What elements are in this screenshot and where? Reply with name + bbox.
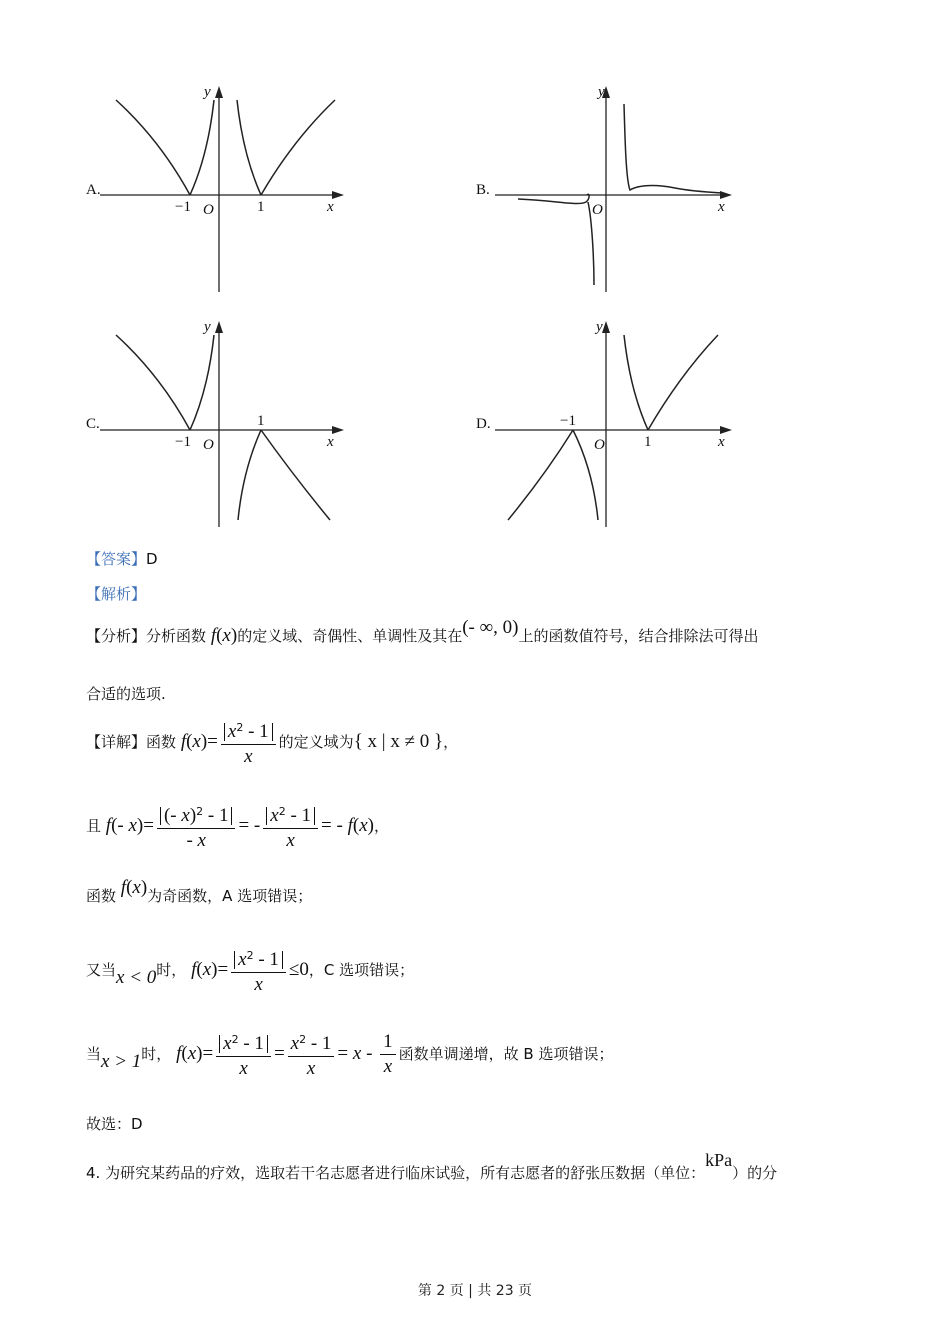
curve-a-3: [237, 100, 261, 195]
x-axis-arrow: [720, 426, 732, 434]
xiangjie-line: 【详解】函数 f(x)= $\frac{x^2 - 1}{x}$ 的定义域为{ x | x ≠ 0 }，: [86, 718, 458, 767]
y-axis-label: y: [204, 84, 211, 100]
curve-d-3: [624, 335, 648, 430]
odd-derivation-line: 且 f(- x)= $\frac{(- x)^2 - 1}{- x}$ = - $\frac{x^2 - 1}{x}$ = - f(x)，: [86, 802, 389, 851]
y-axis-label: y: [204, 319, 211, 335]
neg-text-2: 时，: [156, 961, 187, 979]
curve-c-3: [238, 430, 261, 520]
xiangjie-text-1: 函数: [146, 733, 177, 751]
page-footer: 第 2 页 | 共 23 页: [417, 1283, 533, 1299]
curve-a-2: [190, 100, 214, 195]
y-axis-label: y: [598, 84, 605, 100]
xiangjie-text-3: ，: [443, 733, 459, 751]
fx-arg: x: [222, 625, 231, 646]
fenxi-tag: 【分析】: [86, 627, 147, 645]
option-a-label: A.: [86, 182, 101, 198]
negative-case-line: 又当x < 0时， f(x)= $\frac{x^2 - 1}{x}$ ≤0，C 选项错误；: [86, 946, 414, 995]
neg-text-3: ，C 选项错误；: [308, 961, 415, 979]
odd-text-1: 且: [86, 817, 102, 835]
curve-a-1: [116, 100, 190, 195]
x-axis-label: x: [327, 434, 334, 450]
pos-condition: x > 1: [101, 1051, 142, 1072]
odd2-text-1: 函数: [86, 887, 117, 905]
y-axis-label: y: [596, 319, 603, 335]
fenxi-text-2: 的定义域、奇偶性、单调性及其在: [237, 627, 463, 645]
tick-label-neg1: −1: [560, 413, 576, 429]
origin-label: O: [203, 202, 214, 218]
q4-text-1: 4. 为研究某药品的疗效，选取若干名志愿者进行临床试验，所有志愿者的舒张压数据（单位：: [86, 1164, 706, 1182]
q4-unit: kPa: [705, 1150, 733, 1170]
xiangjie-text-2: 的定义域为: [278, 733, 354, 751]
fenxi-line-2: 合适的选项.: [86, 685, 166, 703]
formula-odd-fraction: $\frac{x^2 - 1}{x}$: [263, 802, 318, 851]
analysis-tag-line: [86, 584, 146, 604]
graph-d: [490, 315, 750, 535]
origin-label: O: [203, 437, 214, 453]
curve-c-4: [261, 430, 330, 520]
answer-value: D: [146, 550, 158, 568]
option-c-label: C.: [86, 416, 100, 432]
domain-set: { x | x ≠ 0 }: [353, 731, 444, 752]
tick-label-neg1: −1: [175, 199, 191, 215]
conclusion-line: 故选：D: [86, 1115, 143, 1133]
graph-b: [490, 80, 750, 300]
y-axis-arrow: [602, 321, 610, 333]
graph-c: [100, 315, 360, 535]
curve-a-4: [261, 100, 335, 195]
neg-inequality: ≤0: [288, 959, 309, 980]
tick-label-pos1: 1: [257, 199, 265, 215]
analysis-tag: 【解析】: [86, 585, 147, 603]
interval: (- ∞, 0): [462, 617, 519, 638]
odd-conclusion-line: 函数 f(x)为奇函数，A 选项错误；: [86, 877, 313, 905]
odd-text-2: ，: [373, 817, 389, 835]
pos-text-1: 当: [86, 1045, 102, 1063]
curve-c-2: [190, 335, 214, 430]
x-axis-arrow: [332, 426, 344, 434]
x-axis-label: x: [718, 199, 725, 215]
formula-pos-fraction-1: $\frac{x^2 - 1}{x}$: [216, 1030, 271, 1079]
formula-fx-fraction: $\frac{x^2 - 1}{x}$: [221, 718, 276, 767]
x-axis-arrow: [332, 191, 344, 199]
formula-pos-fraction-2: $\frac{x^2 - 1}{x}$: [288, 1030, 335, 1079]
odd2-text-2: 为奇函数，A 选项错误；: [147, 887, 313, 905]
x-axis-label: x: [718, 434, 725, 450]
q4-text-2: ）的分: [732, 1164, 778, 1182]
curve-c-1: [116, 335, 190, 430]
fenxi-text-3: 上的函数值符号，结合排除法可得出: [518, 627, 759, 645]
fx-symbol: f: [210, 625, 217, 646]
tick-label-pos1: 1: [257, 413, 265, 429]
fenxi-line: 【分析】分析函数 f(x)的定义域、奇偶性、单调性及其在(- ∞, 0)上的函数值符号，结合排除法可得出: [86, 617, 759, 646]
curve-d-4: [648, 335, 718, 430]
pos-text-2: 时，: [141, 1045, 172, 1063]
graph-a: [100, 80, 360, 300]
curve-b-3: [624, 104, 722, 193]
positive-case-line: 当x > 1时， f(x)= $\frac{x^2 - 1}{x}$ = $\frac{x^2 - 1}{x}$ = x - $\frac{1}{x}$ 函数单调递增，故 B 选项错误；: [86, 1031, 614, 1079]
x-axis-label: x: [327, 199, 334, 215]
pos-text-3: 函数单调递增，故 B 选项错误；: [398, 1045, 614, 1063]
y-axis-arrow: [215, 86, 223, 98]
origin-label: O: [592, 202, 603, 218]
formula-pos-fraction-3: $\frac{1}{x}$: [380, 1032, 396, 1077]
origin-label: O: [594, 437, 605, 453]
question-4-line: [86, 1150, 778, 1183]
tick-label-pos1: 1: [644, 434, 652, 450]
tick-label-neg1: −1: [175, 434, 191, 450]
option-d-label: D.: [476, 416, 491, 432]
x-axis-arrow: [720, 191, 732, 199]
formula-f-negx-fraction: $\frac{(- x)^2 - 1}{- x}$: [157, 802, 236, 851]
xiangjie-tag: 【详解】: [86, 733, 147, 751]
option-b-label: B.: [476, 182, 490, 198]
neg-text-1: 又当: [86, 961, 117, 979]
y-axis-arrow: [215, 321, 223, 333]
answer-line: [86, 549, 158, 569]
curve-b-1: [518, 194, 589, 203]
answer-tag: 【答案】: [86, 550, 147, 568]
curve-d-1: [508, 430, 573, 520]
formula-neg-fraction: $\frac{x^2 - 1}{x}$: [231, 946, 286, 995]
fenxi-text-1: 分析函数: [146, 627, 207, 645]
neg-condition: x < 0: [116, 967, 157, 988]
